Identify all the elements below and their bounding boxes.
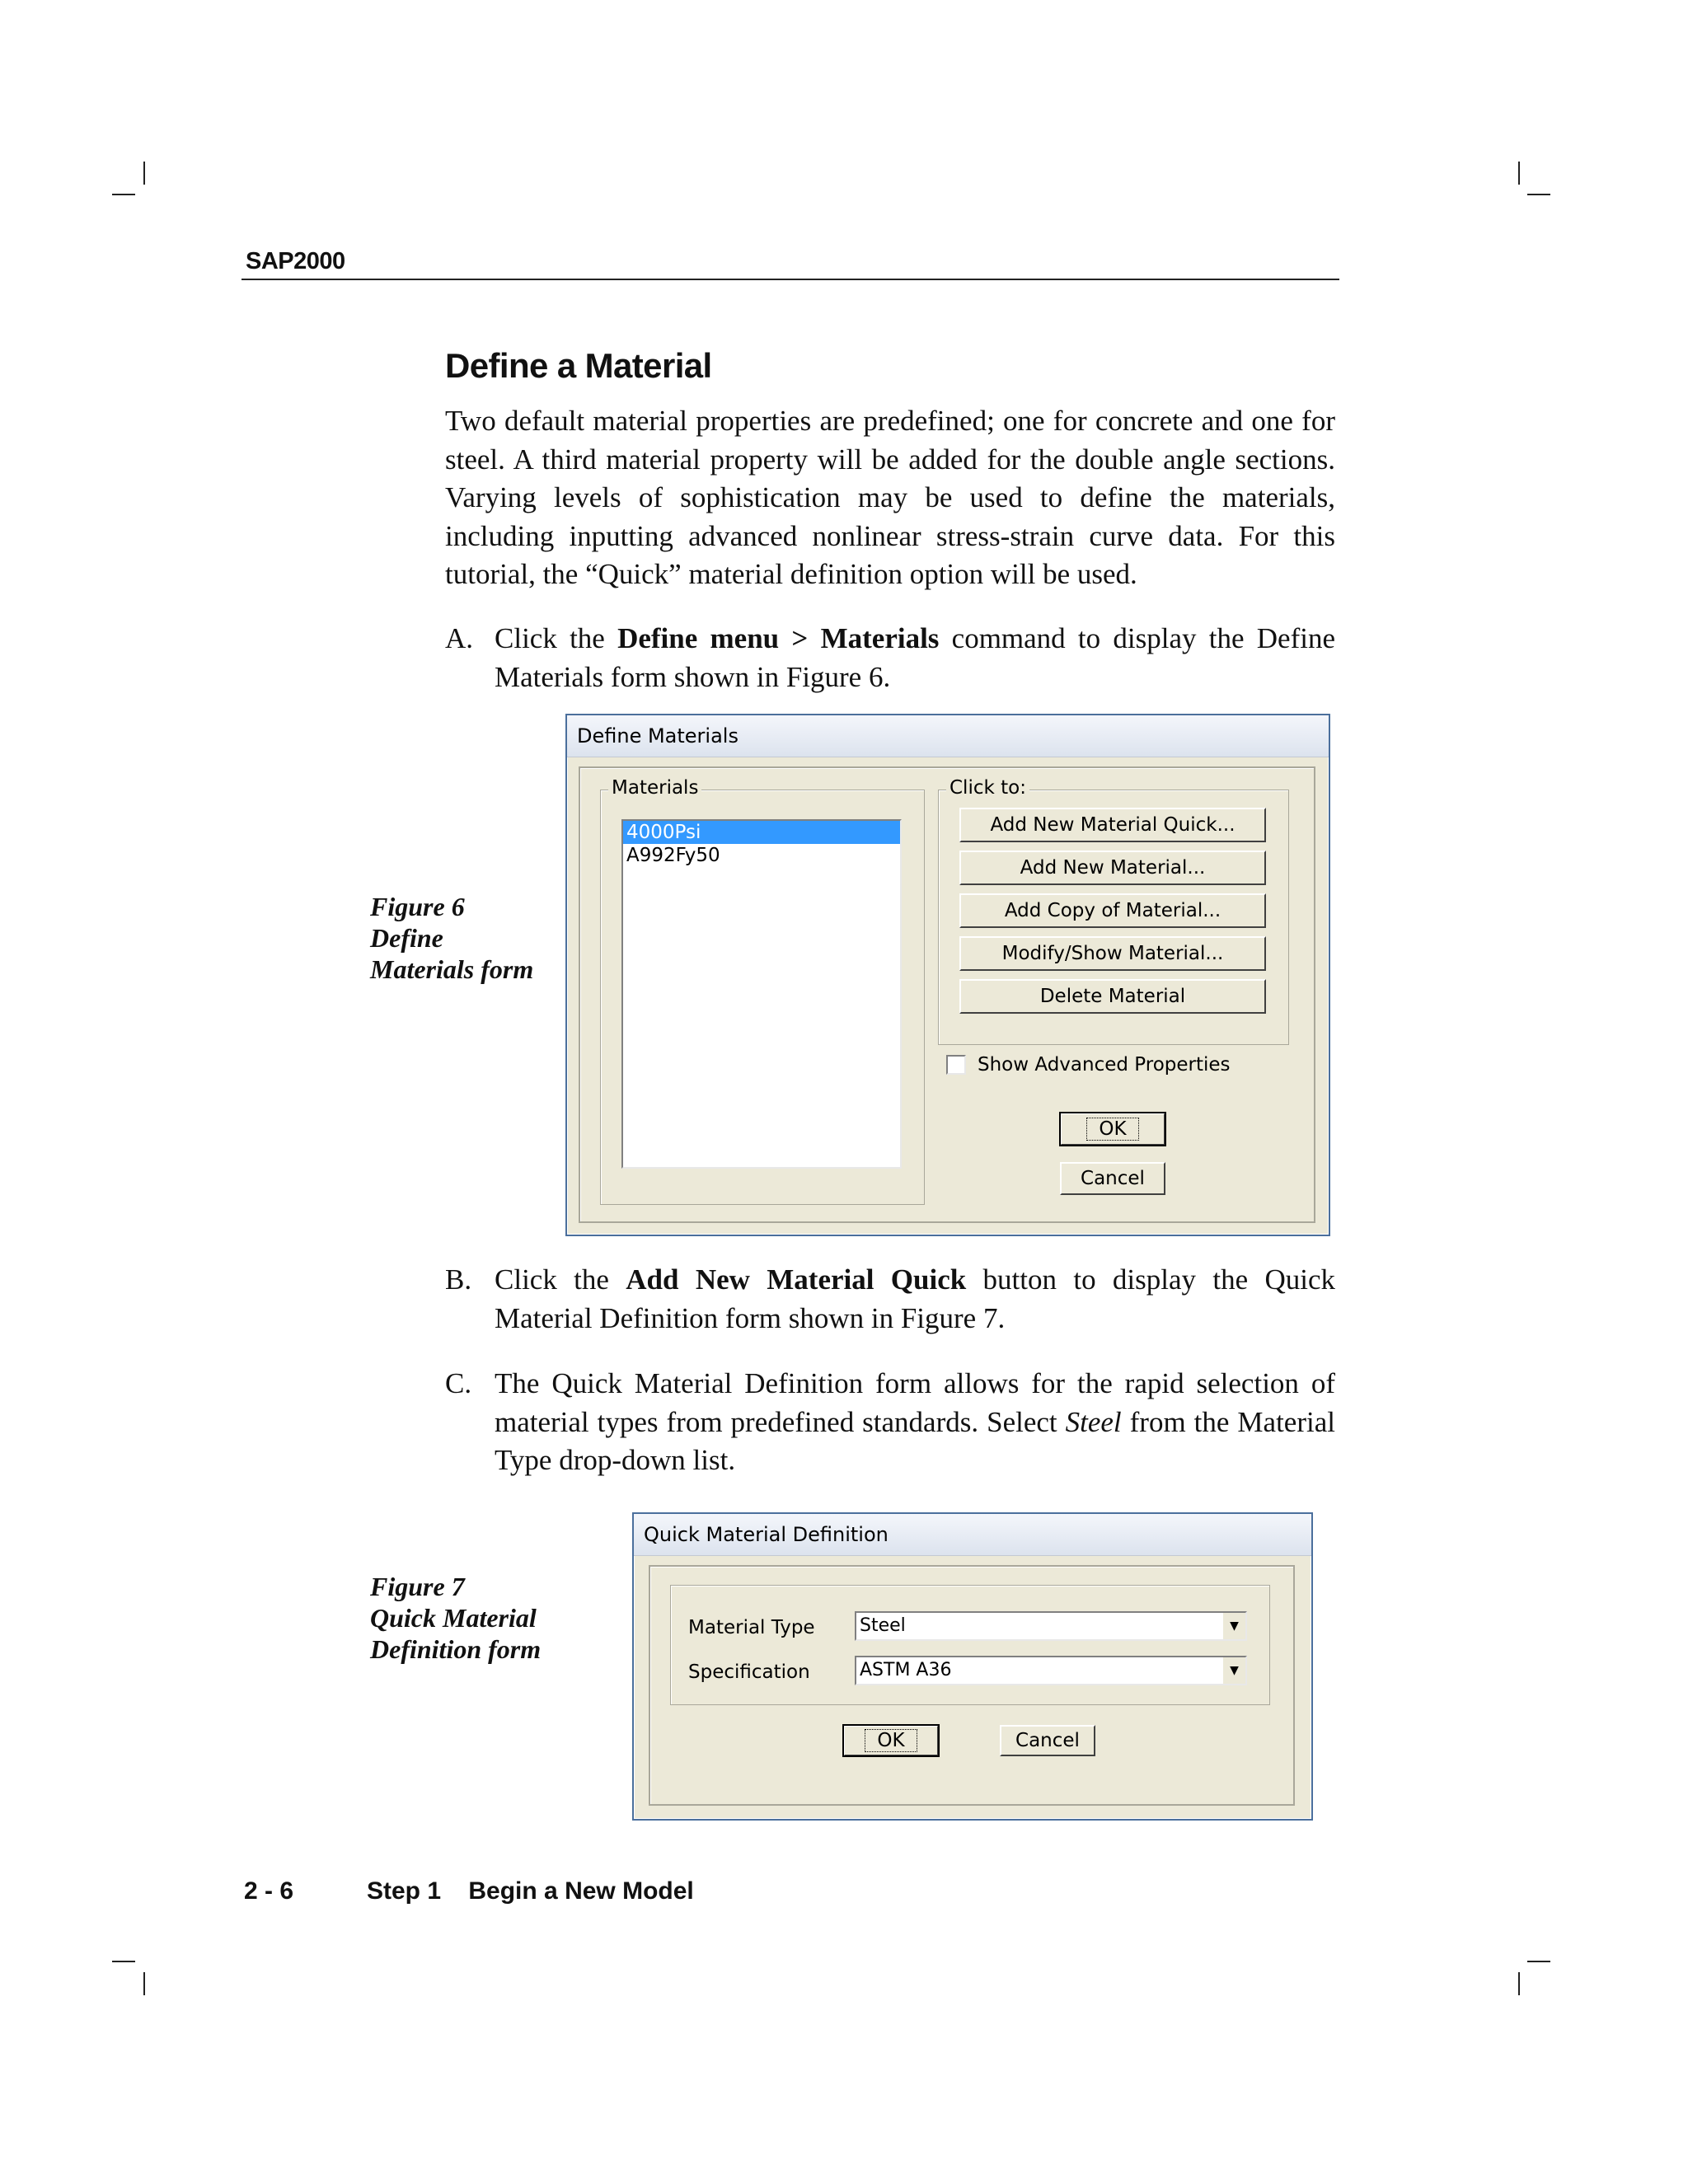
define-materials-dialog [565,714,1330,1236]
crop-mark [112,1961,135,1962]
ok-button[interactable] [843,1725,939,1756]
button-label: Add Copy of Material... [1004,900,1221,921]
caption-line: Figure 6 [370,892,465,921]
footer-step [367,1877,694,1905]
add-new-material-quick-button[interactable] [959,808,1266,842]
specification-label: Specification [688,1661,810,1683]
caption-line: Figure 7 [370,1572,465,1601]
intro-paragraph: Two default material properties are predefined; one for concrete and one for steel. A third material property will be added for the double angle sections. Varying levels of sophistication may be used to define the materials, including inputting advanced nonlinear stress-strain curve data. For this tutorial, the “Quick” material definition option will be used. [445,405,1335,590]
button-label: Cancel [1015,1730,1080,1751]
step-command: Add New Material Quick [626,1263,967,1296]
properties-group [670,1585,1270,1705]
crop-mark [1518,1972,1520,1995]
specification-dropdown[interactable] [855,1656,1247,1685]
caption-line: Definition form [370,1634,542,1664]
step-emphasis: Steel [1065,1405,1122,1438]
crop-mark [1527,194,1550,195]
step-letter: B. [445,1263,472,1296]
material-type-label: Material Type [688,1617,815,1638]
figure-7-caption [370,1571,541,1665]
step-letter: C. [445,1367,472,1399]
chevron-down-icon[interactable]: ▼ [1222,1657,1245,1684]
crop-mark [1518,162,1520,185]
materials-group-label: Materials [608,776,701,799]
list-item[interactable]: 4000Psi [623,821,900,844]
step-a [445,620,1335,696]
add-copy-of-material-button[interactable] [959,893,1266,928]
step-b [445,1261,1335,1338]
step-text: Click the [495,1263,626,1296]
caption-line: Materials form [370,954,534,984]
chevron-down-icon[interactable]: ▼ [1222,1613,1245,1639]
footer-step-number: Step 1 [367,1877,442,1905]
caption-line: Define [370,923,443,953]
section-title: Define a Material [445,346,712,385]
dropdown-value: ASTM A36 [860,1660,952,1680]
ok-button[interactable] [1060,1113,1165,1146]
button-label: Modify/Show Material... [1001,943,1224,964]
crop-mark [143,162,145,185]
step-c [445,1365,1335,1480]
show-advanced-label: Show Advanced Properties [978,1054,1231,1076]
running-head: SAP2000 [246,248,345,274]
show-advanced-checkbox[interactable] [946,1055,966,1075]
cancel-button[interactable] [1000,1725,1095,1756]
step-text: command to display the Define Materials form shown in Figure 6. [495,622,1335,693]
step-text: The Quick Material Definition form allows for the rapid selection of material types from predefined standards. Select [495,1367,1335,1438]
footer-step-title: Begin a New Model [468,1877,694,1905]
button-label: Add New Material Quick... [990,814,1236,836]
list-item[interactable]: A992Fy50 [626,845,720,866]
step-command: Define menu > Materials [617,622,940,654]
crop-mark [112,194,135,195]
crop-mark [143,1972,145,1995]
quick-material-definition-dialog [632,1512,1313,1821]
cancel-button[interactable] [1060,1162,1165,1195]
crop-mark [1527,1961,1550,1962]
dialog-title: Quick Material Definition [634,1514,1311,1556]
add-new-material-button[interactable] [959,851,1266,885]
click-to-group-label: Click to: [946,776,1029,799]
step-text: from the Material Type drop-down list. [495,1405,1335,1476]
dialog-title: Define Materials [567,715,1329,757]
caption-line: Quick Material [370,1603,537,1633]
button-label: OK [1086,1118,1138,1141]
figure-6-caption [370,891,533,985]
button-label: Cancel [1081,1168,1145,1189]
delete-material-button[interactable] [959,979,1266,1014]
step-text: Click the [495,622,618,654]
button-label: OK [865,1729,917,1752]
button-label: Delete Material [1039,986,1186,1007]
dropdown-value: Steel [860,1615,906,1636]
modify-show-material-button[interactable] [959,936,1266,971]
header-rule [241,279,1339,280]
materials-list[interactable] [621,819,902,1169]
material-type-dropdown[interactable] [855,1611,1247,1641]
step-letter: A. [445,622,474,654]
button-label: Add New Material... [1020,857,1206,879]
step-text: button to display the Quick Material Definition form shown in Figure 7. [495,1263,1335,1334]
page-number: 2 - 6 [244,1877,294,1905]
